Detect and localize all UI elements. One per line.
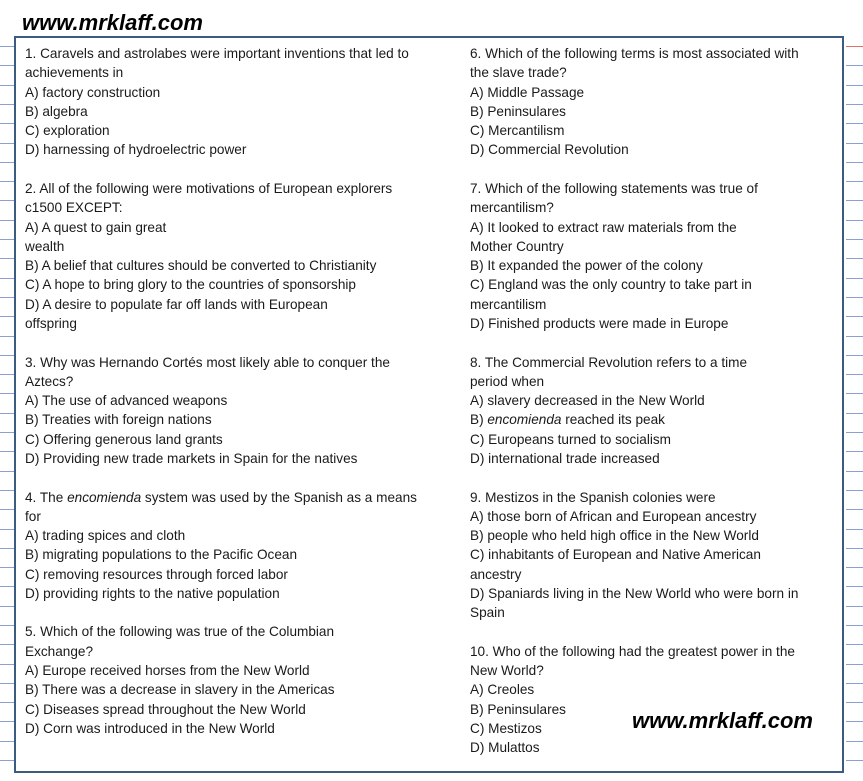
answer-option-b: B) Peninsulares bbox=[470, 103, 566, 119]
margin-tick bbox=[846, 46, 863, 47]
answer-option-b: B) Peninsulares bbox=[470, 701, 566, 717]
question-prompt bbox=[25, 488, 425, 527]
question-8 bbox=[470, 353, 815, 469]
margin-tick bbox=[846, 586, 863, 587]
answer-option-b: B) Treaties with foreign nations bbox=[25, 412, 212, 428]
margin-tick bbox=[0, 278, 14, 279]
question-prompt: 6. Which of the following terms is most associated with the slave trade? bbox=[470, 46, 799, 81]
question-1 bbox=[25, 44, 425, 160]
question-prompt-emphasis: encomienda bbox=[67, 489, 142, 505]
answer-option-b-suffix: reached its peak bbox=[561, 412, 665, 428]
answer-option-a: A) The use of advanced weapons bbox=[25, 393, 228, 409]
question-prompt-end: system was used by the Spanish as a means for bbox=[25, 489, 417, 524]
margin-tick bbox=[0, 490, 14, 491]
margin-tick bbox=[846, 393, 863, 394]
margin-tick bbox=[0, 683, 14, 684]
margin-tick bbox=[0, 741, 14, 742]
answer-option-c: C) England was the only country to take part in mercantilism bbox=[470, 277, 752, 312]
question-3 bbox=[25, 353, 425, 469]
margin-tick bbox=[0, 374, 14, 375]
margin-tick bbox=[0, 297, 14, 298]
margin-tick bbox=[0, 721, 14, 722]
margin-tick bbox=[0, 413, 14, 414]
margin-tick bbox=[846, 451, 863, 452]
margin-tick bbox=[846, 85, 863, 86]
margin-tick bbox=[846, 548, 863, 549]
margin-tick bbox=[846, 760, 863, 761]
margin-tick bbox=[0, 586, 14, 587]
answer-option-a: A) Europe received horses from the New World bbox=[25, 663, 310, 679]
margin-tick bbox=[846, 490, 863, 491]
margin-tick bbox=[846, 65, 863, 66]
margin-tick bbox=[0, 548, 14, 549]
answer-option-b: B) A belief that cultures should be converted to Christianity bbox=[25, 258, 377, 274]
margin-tick bbox=[0, 509, 14, 510]
margin-tick bbox=[0, 644, 14, 645]
answer-option-d: D) Providing new trade markets in Spain for the natives bbox=[25, 451, 358, 467]
question-prompt: 7. Which of the following statements was true of mercantilism? bbox=[470, 180, 758, 216]
answer-option-c: C) Diseases spread throughout the New World bbox=[25, 701, 306, 717]
answer-option-c: C) Mestizos bbox=[470, 720, 542, 736]
answer-option-c: C) Europeans turned to socialism bbox=[470, 431, 671, 447]
question-prompt-start: 4. The bbox=[25, 489, 68, 505]
answer-option-c: C) exploration bbox=[25, 123, 110, 139]
answer-option-a: A) trading spices and cloth bbox=[25, 528, 186, 544]
answer-option-a: A) those born of African and European ancestry bbox=[470, 508, 757, 524]
margin-tick bbox=[0, 606, 14, 607]
margin-tick bbox=[846, 162, 863, 163]
margin-tick bbox=[0, 393, 14, 394]
margin-tick bbox=[0, 104, 14, 105]
question-5 bbox=[25, 622, 425, 738]
answer-option-d: D) Corn was introduced in the New World bbox=[25, 720, 275, 736]
margin-tick bbox=[0, 760, 14, 761]
margin-tick bbox=[0, 123, 14, 124]
question-prompt: 9. Mestizos in the Spanish colonies were bbox=[470, 489, 716, 505]
question-prompt: 3. Why was Hernando Cortés most likely able to conquer the Aztecs? bbox=[25, 354, 390, 389]
margin-tick bbox=[846, 143, 863, 144]
answer-option-b: B) migrating populations to the Pacific Ocean bbox=[25, 547, 298, 563]
answer-option-a: A) Creoles bbox=[470, 682, 535, 698]
question-prompt: 1. Caravels and astrolabes were important inventions that led to achievements in bbox=[25, 46, 409, 81]
margin-tick bbox=[0, 529, 14, 530]
margin-tick bbox=[846, 683, 863, 684]
question-2 bbox=[25, 179, 425, 333]
margin-tick bbox=[846, 220, 863, 221]
left-question-column bbox=[25, 44, 425, 757]
question-prompt: 8. The Commercial Revolution refers to a time period when bbox=[470, 354, 748, 389]
margin-tick bbox=[0, 664, 14, 665]
margin-tick bbox=[846, 567, 863, 568]
answer-option-c: C) A hope to bring glory to the countries of sponsorship bbox=[25, 277, 356, 293]
margin-tick bbox=[0, 451, 14, 452]
answer-option-a: A) It looked to extract raw materials from the Mother Country bbox=[470, 219, 737, 254]
margin-tick bbox=[0, 85, 14, 86]
margin-tick bbox=[0, 702, 14, 703]
answer-option-b: B) people who held high office in the New World bbox=[470, 528, 759, 544]
margin-tick bbox=[846, 374, 863, 375]
margin-tick bbox=[0, 355, 14, 356]
answer-option-d: D) Finished products were made in Europe bbox=[470, 316, 729, 332]
margin-tick bbox=[846, 104, 863, 105]
answer-option-b-prefix: B) bbox=[470, 412, 488, 428]
margin-tick bbox=[0, 46, 14, 47]
margin-tick bbox=[0, 162, 14, 163]
margin-tick bbox=[846, 316, 863, 317]
question-prompt: 10. Who of the following had the greatest power in the New World? bbox=[470, 643, 795, 679]
question-6 bbox=[470, 44, 815, 160]
margin-tick bbox=[846, 664, 863, 665]
answer-option-d: D) Spaniards living in the New World who were born in Spain bbox=[470, 585, 799, 621]
answer-option-d: D) Commercial Revolution bbox=[470, 142, 629, 158]
answer-option-d: D) international trade increased bbox=[470, 451, 660, 467]
answer-option-a: A) Middle Passage bbox=[470, 84, 585, 100]
margin-tick bbox=[846, 123, 863, 124]
margin-tick bbox=[846, 644, 863, 645]
site-watermark-top: www.mrklaff.com bbox=[22, 10, 203, 35]
margin-tick bbox=[846, 239, 863, 240]
margin-tick bbox=[846, 200, 863, 201]
answer-option-d: D) harnessing of hydroelectric power bbox=[25, 142, 247, 158]
question-prompt: 5. Which of the following was true of the Columbian Exchange? bbox=[25, 624, 335, 659]
margin-tick bbox=[0, 432, 14, 433]
margin-tick bbox=[0, 625, 14, 626]
margin-tick bbox=[846, 413, 863, 414]
answer-option-d: D) Mulattos bbox=[470, 740, 540, 756]
answer-option-c: C) Mercantilism bbox=[470, 123, 565, 139]
margin-tick bbox=[846, 471, 863, 472]
margin-tick bbox=[0, 220, 14, 221]
margin-tick bbox=[846, 181, 863, 182]
margin-tick bbox=[0, 181, 14, 182]
margin-tick bbox=[846, 336, 863, 337]
answer-option-c: C) Offering generous land grants bbox=[25, 431, 223, 447]
right-question-column bbox=[470, 44, 815, 777]
margin-tick bbox=[846, 297, 863, 298]
margin-tick bbox=[0, 471, 14, 472]
margin-tick bbox=[846, 529, 863, 530]
answer-option-a: A) factory construction bbox=[25, 84, 161, 100]
margin-tick bbox=[846, 721, 863, 722]
margin-tick bbox=[846, 509, 863, 510]
answer-option-b-emphasis: encomienda bbox=[487, 412, 562, 428]
margin-tick bbox=[846, 355, 863, 356]
answer-option-b: B) There was a decrease in slavery in the Americas bbox=[25, 682, 335, 698]
answer-option-d: D) providing rights to the native population bbox=[25, 585, 280, 601]
right-margin-ticks bbox=[846, 0, 863, 781]
answer-option-b: B) algebra bbox=[25, 103, 88, 119]
margin-tick bbox=[0, 336, 14, 337]
margin-tick bbox=[0, 65, 14, 66]
answer-option-c: C) inhabitants of European and Native American ancestry bbox=[470, 547, 761, 582]
answer-option-b: B) It expanded the power of the colony bbox=[470, 258, 703, 274]
answer-option-b bbox=[470, 410, 815, 429]
question-4 bbox=[25, 488, 425, 604]
margin-tick bbox=[0, 143, 14, 144]
question-prompt: 2. All of the following were motivations of European explorers c1500 EXCEPT: bbox=[25, 180, 393, 216]
margin-tick bbox=[0, 567, 14, 568]
margin-tick bbox=[846, 432, 863, 433]
margin-tick bbox=[846, 702, 863, 703]
answer-option-d: D) A desire to populate far off lands with European offspring bbox=[25, 296, 328, 332]
margin-tick bbox=[0, 258, 14, 259]
left-margin-ticks bbox=[0, 0, 14, 781]
site-watermark-bottom: www.mrklaff.com bbox=[632, 708, 813, 733]
question-9 bbox=[470, 488, 815, 623]
question-7 bbox=[470, 179, 815, 333]
margin-tick bbox=[846, 625, 863, 626]
answer-option-a: A) A quest to gain great wealth bbox=[25, 219, 167, 254]
answer-option-c: C) removing resources through forced labor bbox=[25, 566, 288, 582]
margin-tick bbox=[0, 316, 14, 317]
margin-tick bbox=[0, 200, 14, 201]
margin-tick bbox=[0, 239, 14, 240]
answer-option-a: A) slavery decreased in the New World bbox=[470, 393, 705, 409]
margin-tick bbox=[846, 741, 863, 742]
margin-tick bbox=[846, 278, 863, 279]
margin-tick bbox=[846, 606, 863, 607]
margin-tick bbox=[846, 258, 863, 259]
question-10 bbox=[470, 642, 815, 758]
